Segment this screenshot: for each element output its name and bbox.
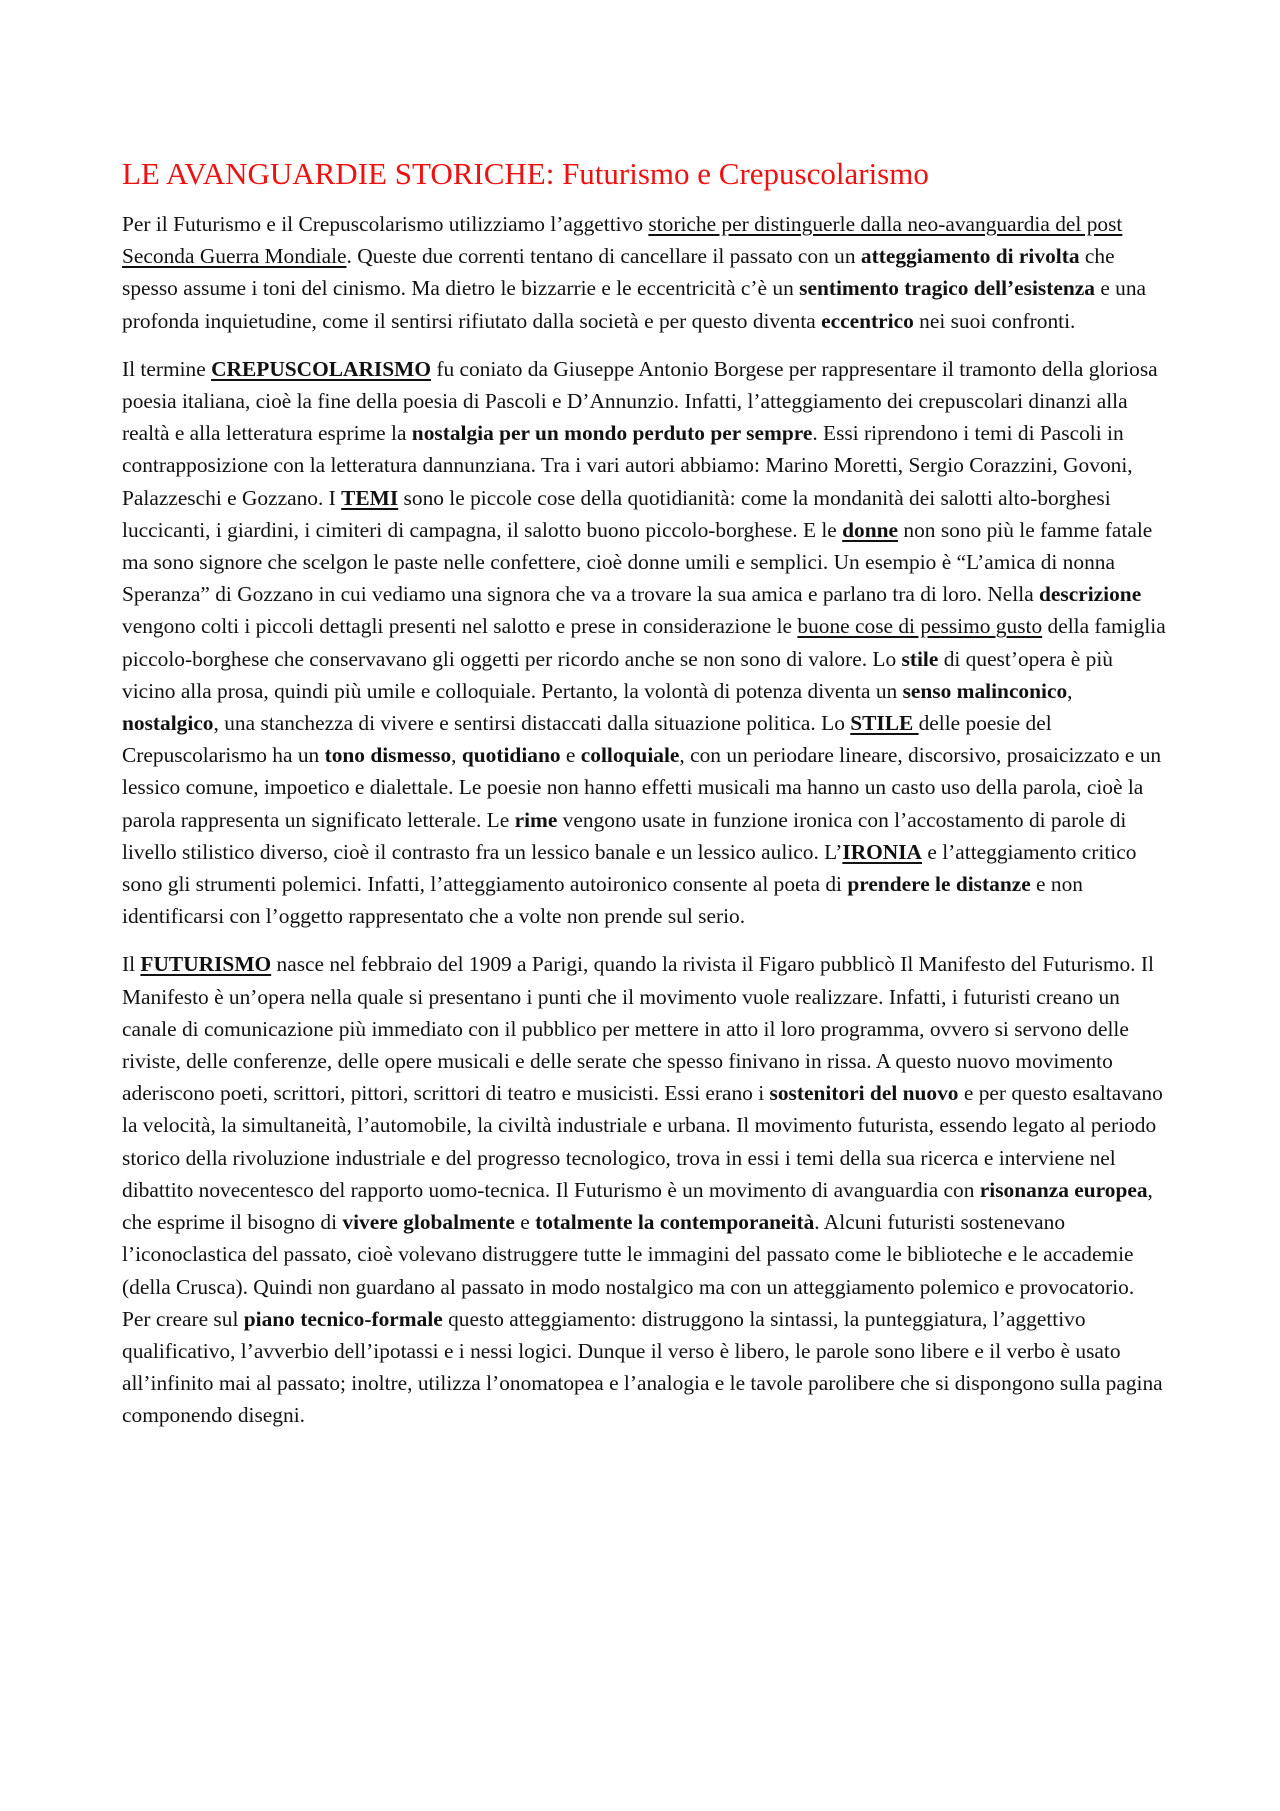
emphasis-text: senso malinconico xyxy=(902,678,1068,703)
paragraph-text: che spesso assume i toni del cinismo. Ma dietro le bizzarrie e le eccentricità c’è un xyxy=(122,244,1115,301)
emphasis-text: sentimento tragico dell’esistenza xyxy=(799,276,1095,301)
paragraph-text: della famiglia piccolo-borghese che conservavano gli oggetti per ricordo anche se non sono di valore. Lo xyxy=(122,614,1166,671)
paragraph-text: . Essi riprendono i temi di Pascoli in contrapposizione con la letteratura dannunziana. Tra i vari autori abbiamo: Marino Moretti, Sergio Corazzini, Govoni, Palazzeschi e Gozzano. I xyxy=(122,421,1133,510)
emphasis-text: TEMI xyxy=(341,485,399,510)
emphasis-text: risonanza europea xyxy=(979,1177,1148,1202)
paragraph-text: delle poesie del Crepuscolarismo ha un xyxy=(122,711,1052,768)
paragraph-text: sono le piccole cose della quotidianità: come la mondanità dei salotti alto-borghesi luccicanti, i giardini, i cimiteri di campagna, il salotto buono piccolo-borghese. E le xyxy=(122,485,1111,542)
paragraph-crepuscolarismo xyxy=(122,353,1166,933)
paragraph-text: e non identificarsi con l’oggetto rappresentato che a volte non prende sul serio. xyxy=(122,872,1083,929)
emphasis-text: stile xyxy=(901,646,939,671)
emphasis-text: nostalgico xyxy=(122,711,214,736)
paragraph-text: . Queste due correnti tentano di cancellare il passato con un xyxy=(346,244,861,269)
emphasis-text: rime xyxy=(514,807,558,832)
paragraph-text: , xyxy=(1067,678,1073,703)
emphasis-text: prendere le distanze xyxy=(847,872,1031,897)
paragraph-futurismo xyxy=(122,948,1166,1431)
emphasis-text: CREPUSCOLARISMO xyxy=(211,356,431,381)
paragraph-intro xyxy=(122,208,1166,337)
emphasis-text: IRONIA xyxy=(842,839,923,864)
emphasis-text: donne xyxy=(842,517,899,542)
paragraph-text: , una stanchezza di vivere e sentirsi distaccati dalla situazione politica. Lo xyxy=(213,711,851,736)
paragraph-text: nasce nel febbraio del 1909 a Parigi, quando la rivista il Figaro pubblicò Il Manifesto del Futurismo. Il Manifesto è un’opera nella quale si presentano i punti che il movimento vuole realizzare. Infatti, i futuristi creano un canale di comunicazione più immediato con il pubblico per mettere in atto il loro programma, ovvero si servono delle riviste, delle conferenze, delle opere musicali e delle serate che spesso finivano in rissa. A questo nuovo movimento aderiscono poeti, scrittori, pittori, scrittori di teatro e musicisti. Essi erano i xyxy=(122,952,1154,1106)
emphasis-text: nostalgia per un mondo perduto per sempre xyxy=(411,421,813,446)
paragraph-text: e xyxy=(514,1210,536,1235)
emphasis-text: colloquiale xyxy=(580,743,680,768)
emphasis-text: quotidiano xyxy=(461,743,561,768)
paragraph-text: non sono più le famme fatale ma sono signore che scelgon le paste nelle confettere, cioè donne umili e semplici. Un esempio è “L’amica di nonna Speranza” di Gozzano in cui vediamo una signora che va a trovare la sua amica e parlano tra di loro. Nella xyxy=(122,517,1153,607)
paragraph-text: questo atteggiamento: distruggono la sintassi, la punteggiatura, l’aggettivo qualificativo, l’avverbio dell’ipotassi e i nessi logici. Dunque il verso è libero, le parole sono libere e il verbo è usato all’infinito mai al passato; inoltre, utilizza l’onomatopea e l’analogia e le tavole parolibere che si dispongono sulla pagina componendo disegni. xyxy=(122,1306,1163,1428)
paragraph-text: Per il Futurismo e il Crepuscolarismo utilizziamo l’aggettivo xyxy=(122,212,649,236)
emphasis-text: STILE xyxy=(850,711,919,736)
emphasis-text: sostenitori del nuovo xyxy=(769,1081,959,1106)
paragraph-text: e per questo esaltavano la velocità, la simultaneità, l’automobile, la civiltà industriale e urbana. Il movimento futurista, essendo legato al periodo storico della rivoluzione industriale e del progresso tecnologico, trova in essi i temi della sua ricerca e interviene nel dibattito novecentesco del rapporto uomo-tecnica. Il Futurismo è un movimento di avanguardia con xyxy=(122,1081,1163,1202)
emphasis-text: piano tecnico-formale xyxy=(243,1306,443,1331)
emphasis-text: atteggiamento di rivolta xyxy=(860,244,1080,269)
emphasis-text: descrizione xyxy=(1039,582,1142,607)
document-body xyxy=(122,154,1166,1448)
paragraph-text: e l’atteggiamento critico sono gli strumenti polemici. Infatti, l’atteggiamento autoironico consente al poeta di xyxy=(122,839,1137,897)
paragraph-text: , che esprime il bisogno di xyxy=(122,1177,1153,1235)
emphasis-text: vivere globalmente xyxy=(342,1210,515,1235)
page-title: LE AVANGUARDIE STORICHE: Futurismo e Crepuscolarismo xyxy=(122,156,929,191)
underlined-text: buone cose di pessimo gusto xyxy=(797,614,1043,639)
paragraph-text: fu coniato da Giuseppe Antonio Borgese per rappresentare il tramonto della gloriosa poesia italiana, cioè la fine della poesia di Pascoli e D’Annunzio. Infatti, l’atteggiamento dei crepuscolari dinanzi alla realtà e alla letteratura esprime la xyxy=(122,356,1158,446)
emphasis-text: eccentrico xyxy=(821,308,914,333)
underlined-text: storiche per distinguerle dalla neo-avanguardia del post Seconda Guerra Mondiale xyxy=(122,212,1123,269)
emphasis-text: tono dismesso xyxy=(324,743,452,768)
paragraph-text: Il termine xyxy=(122,356,212,381)
paragraph-text: nei suoi confronti. xyxy=(913,308,1076,333)
emphasis-text: FUTURISMO xyxy=(140,952,272,977)
paragraph-text: . Alcuni futuristi sostenevano l’iconoclastica del passato, cioè volevano distruggere tutte le immagini del passato come le biblioteche e le accademie (della Crusca). Quindi non guardano al passato in modo nostalgico ma con un atteggiamento polemico e provocatorio. Per creare sul xyxy=(122,1210,1135,1331)
emphasis-text: totalmente la contemporaneità xyxy=(535,1210,815,1235)
paragraph-text: di quest’opera è più vicino alla prosa, quindi più umile e colloquiale. Pertanto, la volontà di potenza diventa un xyxy=(122,646,1113,703)
paragraph-text: Il xyxy=(122,952,141,977)
paragraph-text: vengono colti i piccoli dettagli presenti nel salotto e prese in considerazione le xyxy=(122,614,798,639)
paragraph-text: , xyxy=(451,743,462,768)
paragraph-text: vengono usate in funzione ironica con l’accostamento di parole di livello stilistico diverso, cioè il contrasto fra un lessico banale e un lessico aulico. L’ xyxy=(122,807,1127,864)
paragraph-text: e xyxy=(560,743,581,768)
paragraph-text: e una profonda inquietudine, come il sentirsi rifiutato dalla società e per questo diventa xyxy=(122,276,1147,333)
paragraph-text: , con un periodare lineare, discorsivo, prosaicizzato e un lessico comune, impoetico e dialettale. Le poesie non hanno effetti musicali ma hanno un casto uso della parola, cioè la parola rappresenta un significato letterale. Le xyxy=(122,743,1162,832)
